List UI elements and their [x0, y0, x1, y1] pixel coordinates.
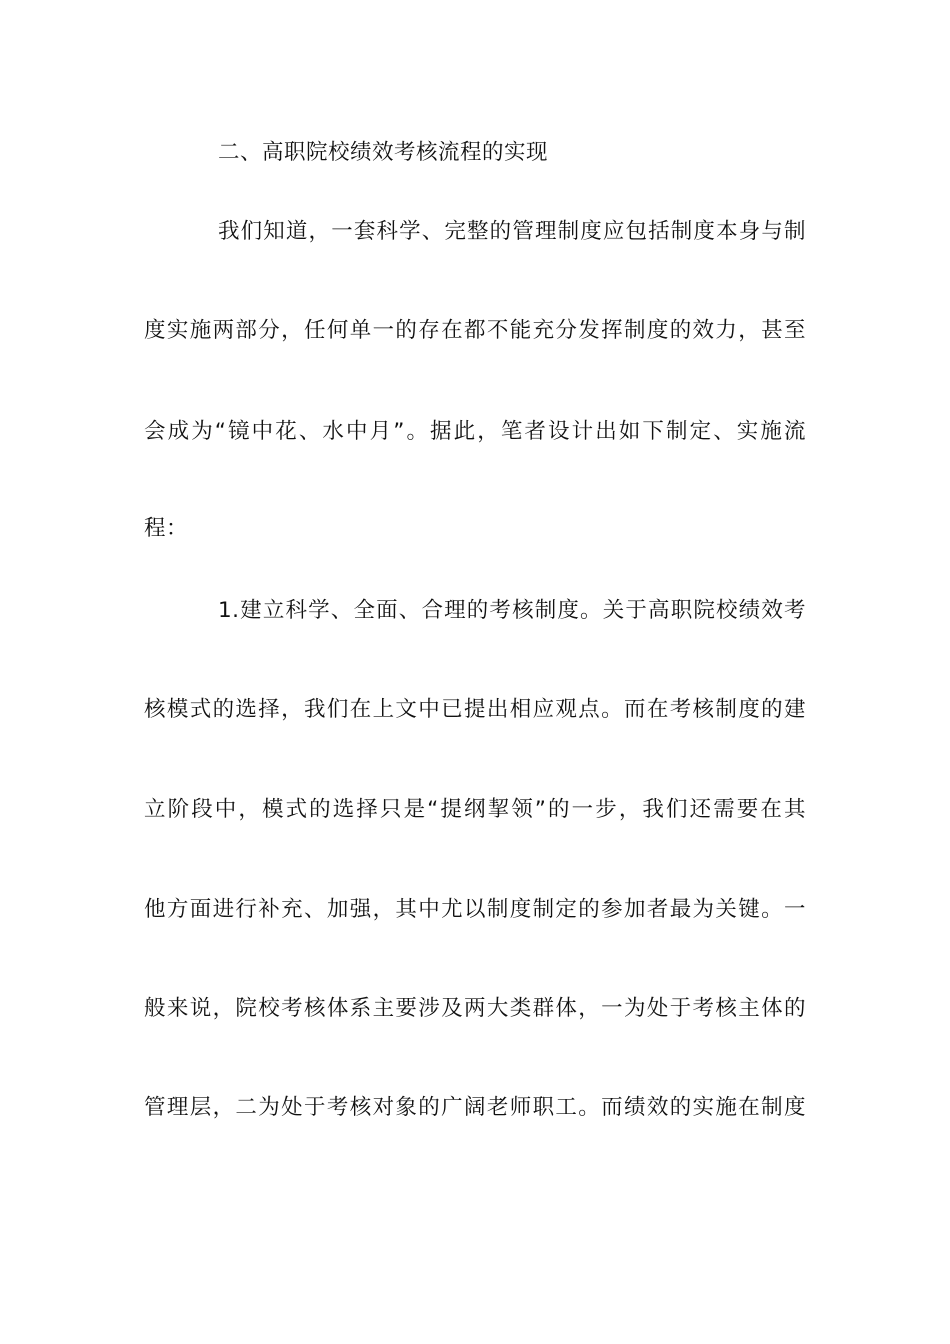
paragraph-line: 核模式的选择，我们在上文中已提出相应观点。而在考核制度的建 — [144, 697, 806, 722]
paragraph-line: 他方面进行补充、加强，其中尤以制度制定的参加者最为关键。一 — [144, 897, 806, 922]
paragraph-line: 度实施两部分，任何单一的存在都不能充分发挥制度的效力，甚至 — [144, 318, 806, 343]
paragraph-line: 我们知道，一套科学、完整的管理制度应包括制度本身与制 — [218, 219, 806, 244]
paragraph-line: 立阶段中，模式的选择只是“提纲挈领”的一步，我们还需要在其 — [144, 797, 806, 822]
section-heading: 二、高职院校绩效考核流程的实现 — [218, 140, 549, 165]
paragraph-line: 管理层，二为处于考核对象的广阔老师职工。而绩效的实施在制度 — [144, 1095, 806, 1120]
paragraph-line: 程： — [144, 516, 189, 541]
paragraph-line: 般来说，院校考核体系主要涉及两大类群体，一为处于考核主体的 — [144, 996, 806, 1021]
paragraph-line: 1.建立科学、全面、合理的考核制度。关于高职院校绩效考 — [218, 598, 806, 623]
paragraph-line: 会成为“镜中花、水中月”。据此，笔者设计出如下制定、实施流 — [144, 419, 806, 444]
